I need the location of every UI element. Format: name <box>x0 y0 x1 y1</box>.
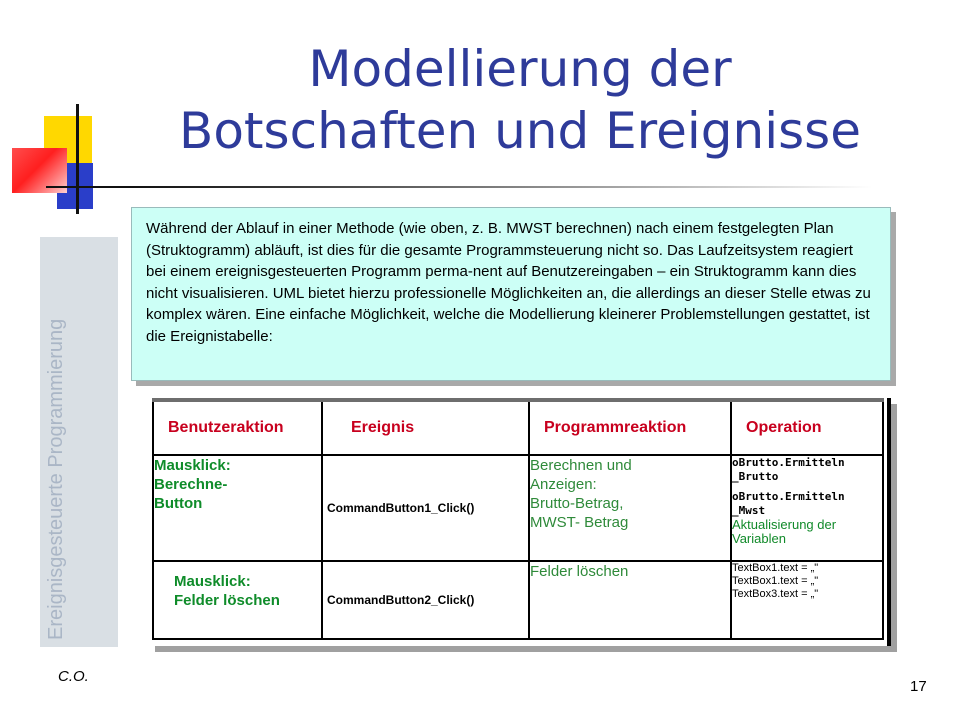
cell-line: oBrutto.Ermitteln <box>732 456 845 469</box>
title-line-1: Modellierung der <box>308 40 732 98</box>
cell-line: TextBox1.text = „" <box>732 562 819 574</box>
header-cell: Operation <box>731 400 883 455</box>
header-cell: Benutzeraktion <box>153 400 322 455</box>
action-cell <box>153 561 322 639</box>
reaction-cell <box>529 561 731 639</box>
cell-line: Variablen <box>732 531 786 546</box>
event-table <box>152 398 884 640</box>
side-label: Ereignisgesteuerte Programmierung <box>45 318 67 640</box>
table-header-row <box>153 400 883 455</box>
title-divider-line <box>46 186 872 188</box>
cell-line: TextBox1.text = „" <box>732 575 819 587</box>
cell-line: Button <box>154 495 203 512</box>
cell-line: _Mwst <box>732 504 766 517</box>
slide-title <box>140 38 900 162</box>
cell-line: MWST- Betrag <box>530 514 629 531</box>
cell-line: TextBox3.text = „" <box>732 588 819 600</box>
reaction-cell <box>529 455 731 561</box>
event-cell: CommandButton2_Click() <box>322 561 529 639</box>
cell-line: Aktualisierung der <box>732 517 837 532</box>
cell-line: Anzeigen: <box>530 476 597 493</box>
cell-line: Mausklick: <box>154 457 231 474</box>
event-table-frame <box>149 398 891 646</box>
title-line-2: Botschaften und Ereignisse <box>179 102 861 160</box>
operation-cell <box>731 561 883 639</box>
cell-line: Felder löschen <box>174 592 280 609</box>
logo-vertical-line <box>76 104 79 214</box>
table-row <box>153 561 883 639</box>
page-number: 17 <box>910 678 927 695</box>
header-cell: Programmreaktion <box>529 400 731 455</box>
header-cell: Ereignis <box>322 400 529 455</box>
cell-line: oBrutto.Ermitteln <box>732 490 845 503</box>
event-cell: CommandButton1_Click() <box>322 455 529 561</box>
action-cell <box>153 455 322 561</box>
explanation-text: Während der Ablauf in einer Methode (wie oben, z. B. MWST berechnen) nach einem festgelegten Plan (Struktogramm) abläuft, ist dies für die gesamte Programmsteuerung nicht so. Das Laufzeitsystem reagiert bei einem ereignisgesteuerten Programm perma-nent auf Benutzereingaben – ein Struktogramm kann dies nicht visualisieren. UML bietet hierzu professionelle Möglichkeiten an, die allerdings an dieser Stelle etwas zu komplex wären. Eine einfache Möglichkeit, welche die Modellierung kleinerer Problemstellungen gestattet, ist die Ereignistabelle: <box>146 220 871 345</box>
cell-line: _Brutto <box>732 470 779 483</box>
cell-line: Brutto-Betrag, <box>530 495 624 512</box>
cell-line: Felder löschen <box>530 563 629 580</box>
explanation-box <box>131 207 891 381</box>
table-row <box>153 455 883 561</box>
author-initials: C.O. <box>58 668 89 685</box>
cell-line: Berechne- <box>154 476 228 493</box>
cell-line: Berechnen und <box>530 457 632 474</box>
cell-line: Mausklick: <box>174 573 251 590</box>
operation-cell <box>731 455 883 561</box>
